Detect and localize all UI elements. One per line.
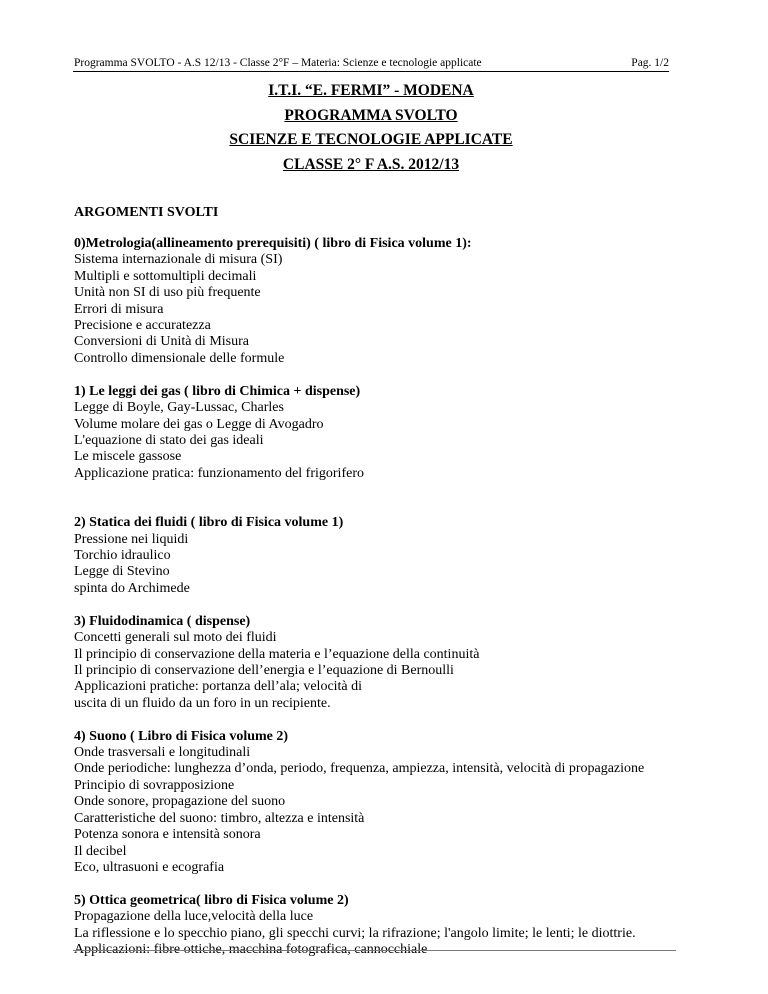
topic-line: Onde sonore, propagazione del suono [74, 794, 286, 810]
topic-line: Controllo dimensionale delle formule [74, 350, 285, 366]
topic-1-leggi-gas [74, 384, 684, 482]
spacer [74, 876, 684, 893]
topic-line: Concetti generali sul moto dei fluidi [74, 630, 277, 646]
topic-title: 5) Ottica geometrica( libro di Fisica volume 2) [74, 892, 349, 908]
topic-2-statica-fluidi [74, 515, 684, 597]
program-title: PROGRAMMA SVOLTO [284, 106, 458, 124]
topic-line: Onde trasversali e longitudinali [74, 745, 251, 761]
topic-line: Precisione e accuratezza [74, 318, 211, 334]
topic-title: 4) Suono ( Libro di Fisica volume 2) [74, 728, 289, 744]
topic-4-suono [74, 729, 684, 877]
topic-line: Onde periodiche: lunghezza d’onda, periodo, frequenza, ampiezza, intensità, velocità di propagazione [74, 761, 645, 777]
header-page-number: Pag. 1/2 [631, 57, 669, 69]
topic-line: Le miscele gassose [74, 449, 182, 465]
topic-line: L'equazione di stato dei gas ideali [74, 432, 264, 448]
topic-line: Sistema internazionale di misura (SI) [74, 252, 283, 268]
topic-line: La riflessione e lo specchio piano, gli specchi curvi; la rifrazione; l'angolo limite; le lenti; le diottrie. [74, 925, 636, 941]
title-block [73, 82, 669, 180]
topic-line: Torchio idraulico [74, 548, 171, 563]
topic-line: Propagazione della luce,velocità della luce [74, 909, 314, 925]
topic-line: Pressione nei liquidi [74, 531, 189, 547]
spacer [74, 367, 684, 384]
topic-3-fluidodinamica [74, 614, 684, 712]
topic-line: Il principio di conservazione dell’energia e l’equazione di Bernoulli [74, 662, 454, 678]
topic-line: Principio di sovrapposizione [74, 777, 235, 793]
topic-line: Caratteristiche del suono: timbro, altezza e intensità [74, 810, 365, 826]
footer-rule [73, 950, 676, 951]
topics-list [74, 236, 684, 958]
header-course-info: Programma SVOLTO - A.S 12/13 - Classe 2°F – Materia: Scienze e tecnologie applicate [74, 57, 482, 69]
spacer [74, 712, 684, 729]
spacer [74, 482, 684, 515]
topic-title: 3) Fluidodinamica ( dispense) [74, 613, 251, 629]
topic-line: Conversioni di Unità di Misura [74, 334, 249, 350]
topic-line: Applicazione pratica: funzionamento del frigorifero [74, 465, 364, 481]
spacer [74, 597, 684, 614]
page-header [73, 54, 669, 72]
topic-line: Volume molare dei gas o Legge di Avogadro [74, 416, 324, 432]
topic-line: Legge di Stevino [74, 564, 170, 580]
topic-line: Eco, ultrasuoni e ecografia [74, 859, 225, 875]
topic-line: uscita di un fluido da un foro in un recipiente. [74, 695, 331, 711]
topic-line: Applicazioni: fibre ottiche, macchina fotografica, cannocchiale [74, 942, 428, 958]
school-title: I.T.I. “E. FERMI” - MODENA [268, 82, 474, 99]
topic-line: Legge di Boyle, Gay-Lussac, Charles [74, 400, 284, 416]
section-heading: ARGOMENTI SVOLTI [74, 205, 219, 220]
topic-title: 1) Le leggi dei gas ( libro di Chimica + dispense) [74, 383, 361, 399]
topic-line: spinta do Archimede [74, 580, 190, 596]
topic-line: Errori di misura [74, 301, 164, 317]
topic-line: Unità non SI di uso più frequente [74, 285, 261, 301]
class-year-title: CLASSE 2° F A.S. 2012/13 [282, 155, 460, 173]
topic-5-ottica [74, 893, 684, 959]
topic-line: Potenza sonora e intensità sonora [74, 827, 261, 843]
topic-line: Il principio di conservazione della materia e l’equazione della continuità [74, 646, 480, 662]
subject-title: SCIENZE E TECNOLOGIE APPLICATE [229, 131, 513, 148]
topic-line: Multipli e sottomultipli decimali [74, 268, 257, 284]
topic-title: 2) Statica dei fluidi ( libro di Fisica volume 1) [74, 515, 344, 531]
topic-line: Applicazioni pratiche: portanza dell’ala; velocità di [74, 679, 363, 695]
topic-0-metrologia [74, 236, 684, 367]
topic-title: 0)Metrologia(allineamento prerequisiti) ( libro di Fisica volume 1): [74, 236, 472, 251]
topic-line: Il decibel [74, 843, 127, 859]
header-rule [73, 71, 669, 72]
